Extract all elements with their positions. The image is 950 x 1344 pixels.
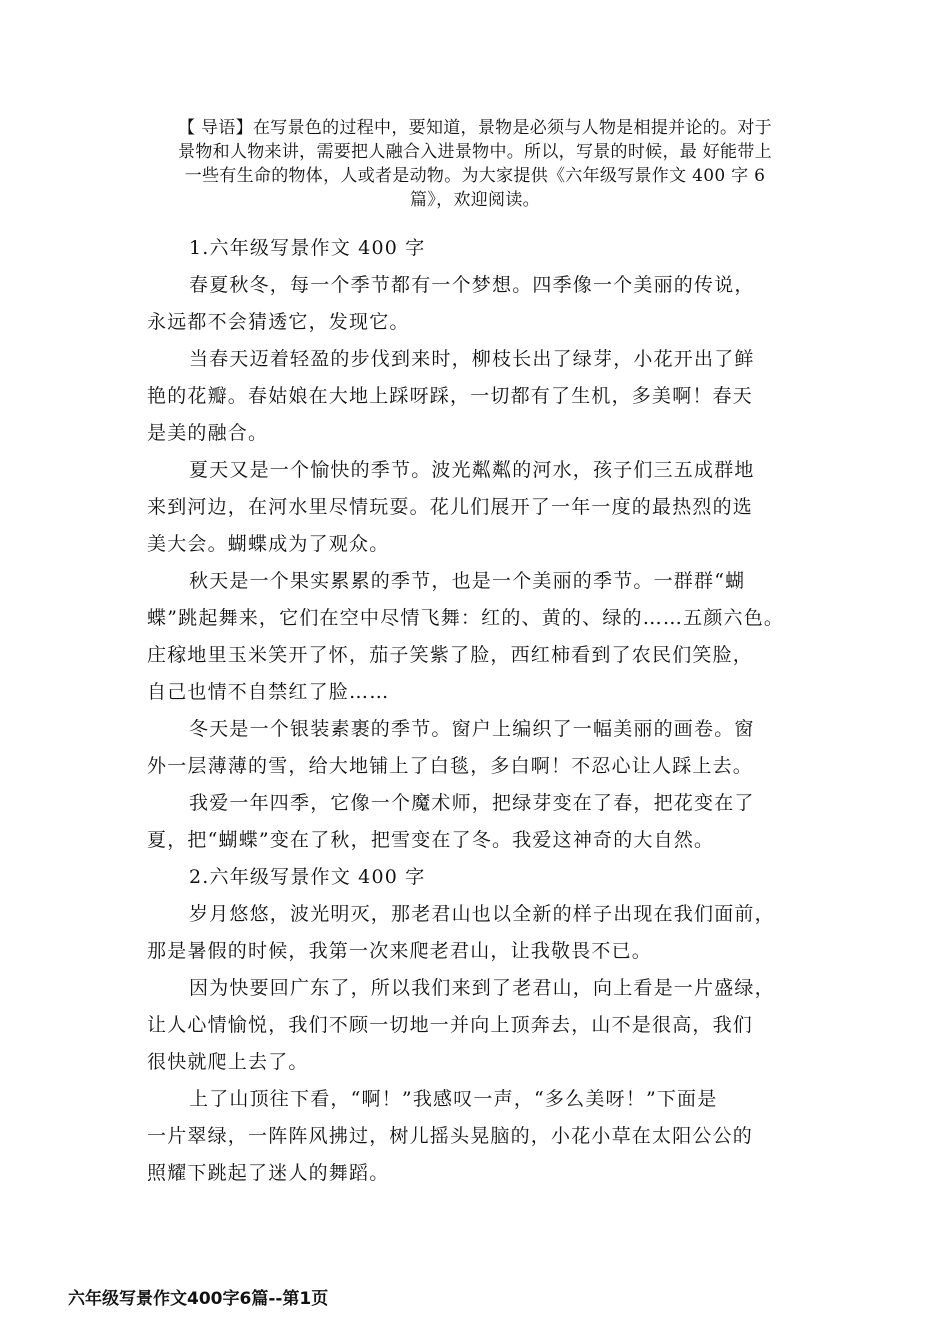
paragraph-line: 我爱一年四季，它像一个魔术师，把绿芽变在了春，把花变在了 bbox=[189, 792, 755, 814]
intro-line: 篇》，欢迎阅读。 bbox=[410, 190, 540, 210]
intro-line: 景物和人物来讲，需要把人融合入进景物中。所以，写景的时候，最 好能带上 bbox=[178, 142, 772, 162]
paragraph-line: 庄稼地里玉米笑开了怀，茄子笑紫了脸，西红柿看到了农民们笑脸， bbox=[147, 644, 754, 666]
section-heading: 2.六年级写景作文 400 字 bbox=[189, 866, 426, 888]
paragraph-line: 艳的花瓣。春姑娘在大地上踩呀踩，一切都有了生机，多美啊！春天 bbox=[147, 385, 754, 407]
paragraph-line: 春夏秋冬，每一个季节都有一个梦想。四季像一个美丽的传说， bbox=[189, 274, 755, 296]
paragraph-line: 因为快要回广东了，所以我们来到了老君山，向上看是一片盛绿， bbox=[189, 977, 775, 999]
intro-line: 【 导语】在写景色的过程中，要知道，景物是必须与人物是相提并论的。对于 bbox=[178, 118, 772, 138]
paragraph-line: 岁月悠悠，波光明灭，那老君山也以全新的样子出现在我们面前， bbox=[189, 903, 775, 925]
paragraph-line: 蝶”跳起舞来，它们在空中尽情飞舞：红的、黄的、绿的……五颜六色。 bbox=[147, 607, 785, 629]
paragraph-line: 照耀下跳起了迷人的舞蹈。 bbox=[147, 1162, 390, 1184]
paragraph-line: 是美的融合。 bbox=[147, 422, 269, 444]
section-heading: 1.六年级写景作文 400 字 bbox=[189, 237, 426, 259]
intro-line: 一些有生命的物体，人或者是动物。为大家提供《六年级写景作文 400 字 6 bbox=[184, 166, 766, 186]
intro-paragraph bbox=[140, 116, 810, 212]
article-body bbox=[147, 230, 837, 1192]
paragraph-line: 让人心情愉悦，我们不顾一切地一并向上顶奔去，山不是很高，我们 bbox=[147, 1014, 754, 1036]
paragraph-line: 夏，把“蝴蝶”变在了秋，把雪变在了冬。我爱这神奇的大自然。 bbox=[147, 829, 715, 851]
paragraph-line: 冬天是一个银装素裹的季节。窗户上编织了一幅美丽的画卷。窗 bbox=[189, 718, 755, 740]
paragraph-line: 自己也情不自禁红了脸…… bbox=[147, 681, 390, 703]
paragraph-line: 秋天是一个果实累累的季节，也是一个美丽的季节。一群群“蝴 bbox=[189, 570, 746, 592]
paragraph-line: 美大会。蝴蝶成为了观众。 bbox=[147, 533, 390, 555]
paragraph-line: 外一层薄薄的雪，给大地铺上了白毯，多白啊！不忍心让人踩上去。 bbox=[147, 755, 754, 777]
paragraph-line: 当春天迈着轻盈的步伐到来时，柳枝长出了绿芽，小花开出了鲜 bbox=[189, 348, 755, 370]
paragraph-line: 很快就爬上去了。 bbox=[147, 1051, 309, 1073]
paragraph-line: 上了山顶往下看，“啊！”我感叹一声，“多么美呀！”下面是 bbox=[189, 1088, 718, 1110]
paragraph-line: 那是暑假的时候，我第一次来爬老君山，让我敬畏不已。 bbox=[147, 940, 653, 962]
paragraph-line: 夏天又是一个愉快的季节。波光粼粼的河水，孩子们三五成群地 bbox=[189, 459, 755, 481]
paragraph-line: 一片翠绿，一阵阵风拂过，树儿摇头晃脑的，小花小草在太阳公公的 bbox=[147, 1125, 754, 1147]
page-footer: 六年级写景作文400字6篇--第1页 bbox=[68, 1289, 329, 1309]
paragraph-line: 永远都不会猜透它，发现它。 bbox=[147, 311, 410, 333]
paragraph-line: 来到河边，在河水里尽情玩耍。花儿们展开了一年一度的最热烈的选 bbox=[147, 496, 754, 518]
